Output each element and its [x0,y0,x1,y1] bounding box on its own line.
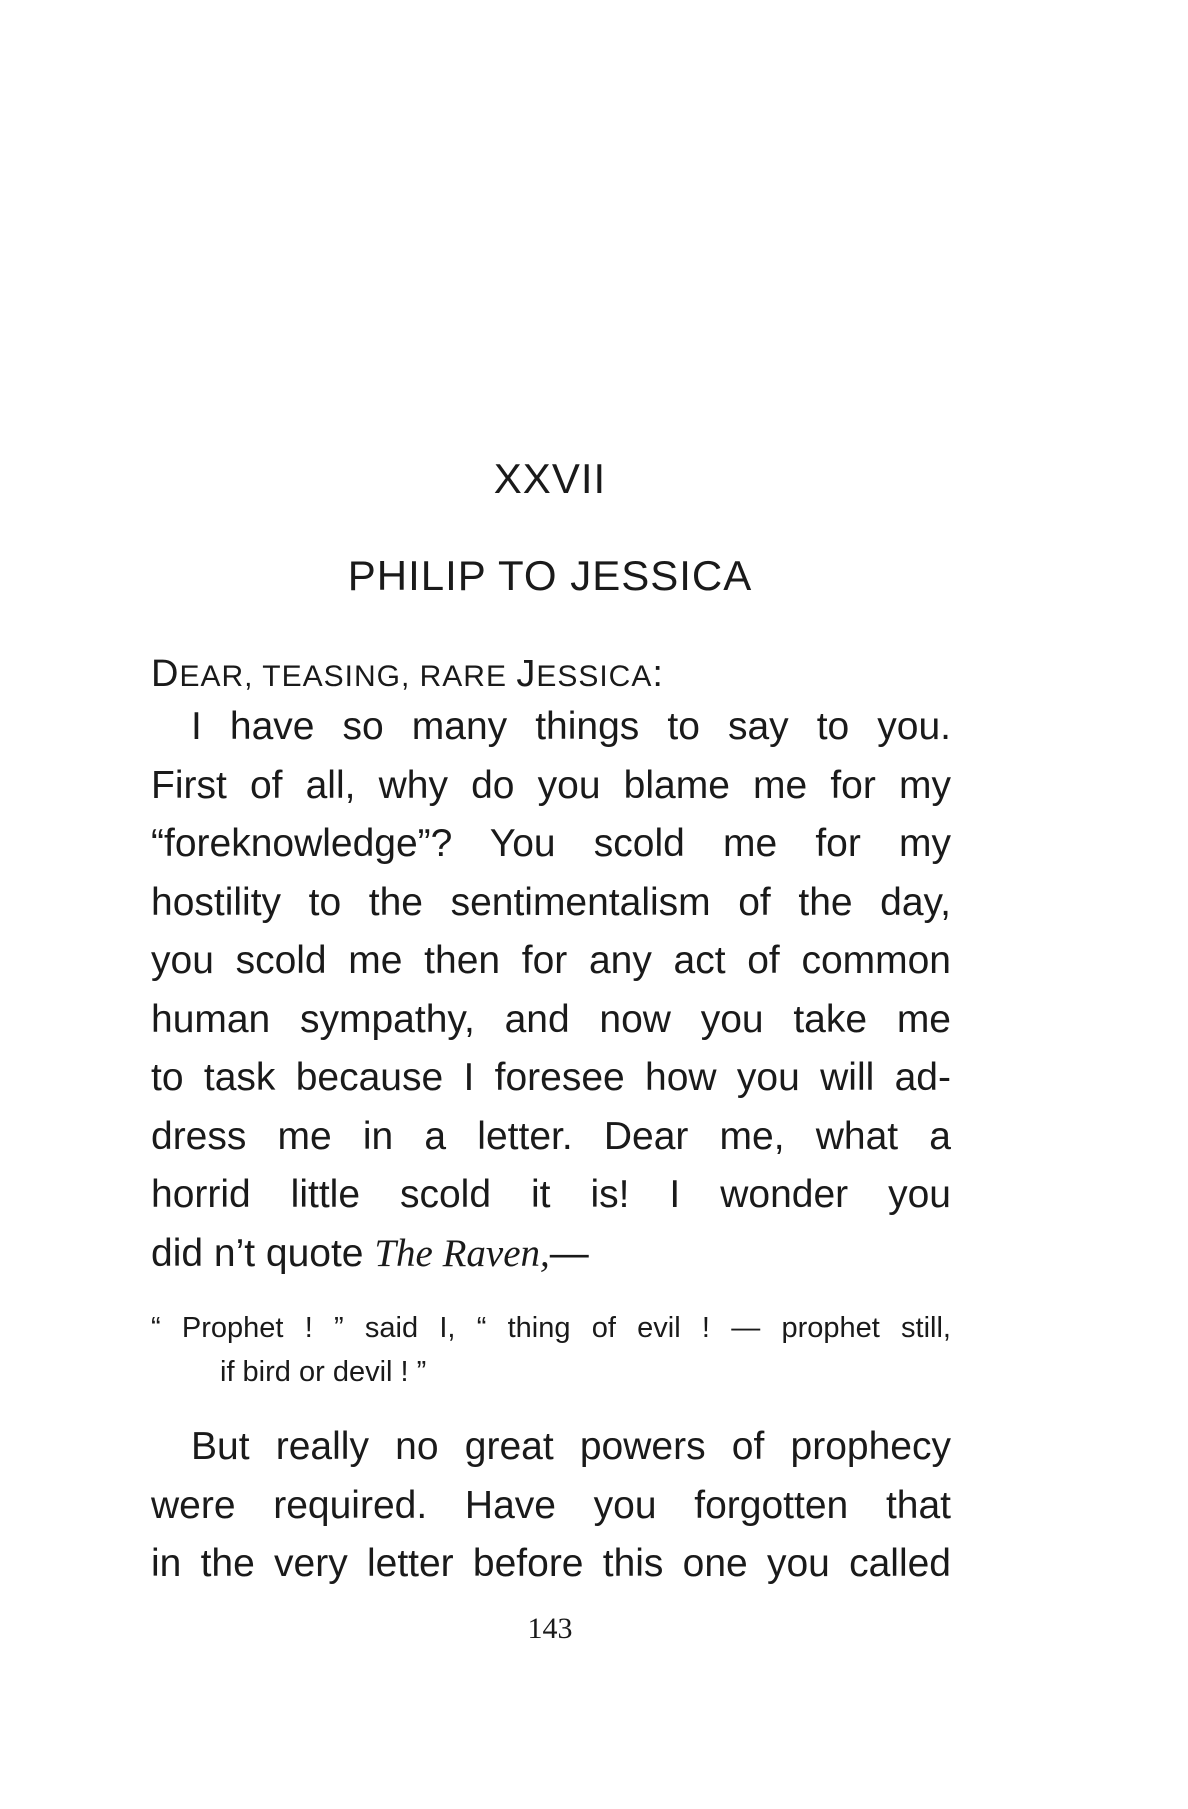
text-line: to task because I foresee how you will ad- [151,1056,951,1099]
text-line: dress me in a letter. Dear me, what a [151,1114,951,1158]
paragraph-1 [151,698,951,1283]
text-line: were required. Have you forgotten that [151,1483,951,1527]
text-line: First of all, why do you blame me for my [151,763,951,807]
text-fragment: did n’t quote [151,1231,375,1275]
salutation-small-caps-2: ESSICA [536,660,653,693]
text-line: hostility to the sentimentalism of the day, [151,880,951,924]
quote-line: “ Prophet ! ” said I, “ thing of evil ! — prophet still, [151,1312,951,1344]
text-line-last [151,1225,951,1284]
chapter-number: XXVII [493,455,607,502]
text-fragment: — [549,1231,589,1275]
paragraph-2 [151,1418,951,1594]
text-line: in the very letter before this one you called [151,1542,951,1585]
salutation-colon: : [652,653,664,695]
text-line: human sympathy, and now you take me [151,997,951,1041]
block-quote [151,1306,951,1394]
text-line: “foreknowledge”? You scold me for my [151,822,951,865]
salutation-small-caps-1: EAR, TEASING, RARE [179,660,517,693]
chapter-title: PHILIP TO JESSICA [347,552,753,599]
text-line: horrid little scold it is! I wonder you [151,1173,951,1216]
text-line: you scold me then for any act of common [151,939,951,982]
italic-title: The Raven, [374,1231,550,1275]
salutation-initial-d: D [151,653,180,695]
page-number: 143 [527,1612,573,1645]
text-line: But really no great powers of prophecy [191,1425,951,1468]
letter-salutation [151,653,664,696]
salutation-initial-j: J [516,653,537,695]
quote-line: if bird or devil ! ” [220,1356,427,1388]
text-line: I have so many things to say to you. [191,705,951,748]
